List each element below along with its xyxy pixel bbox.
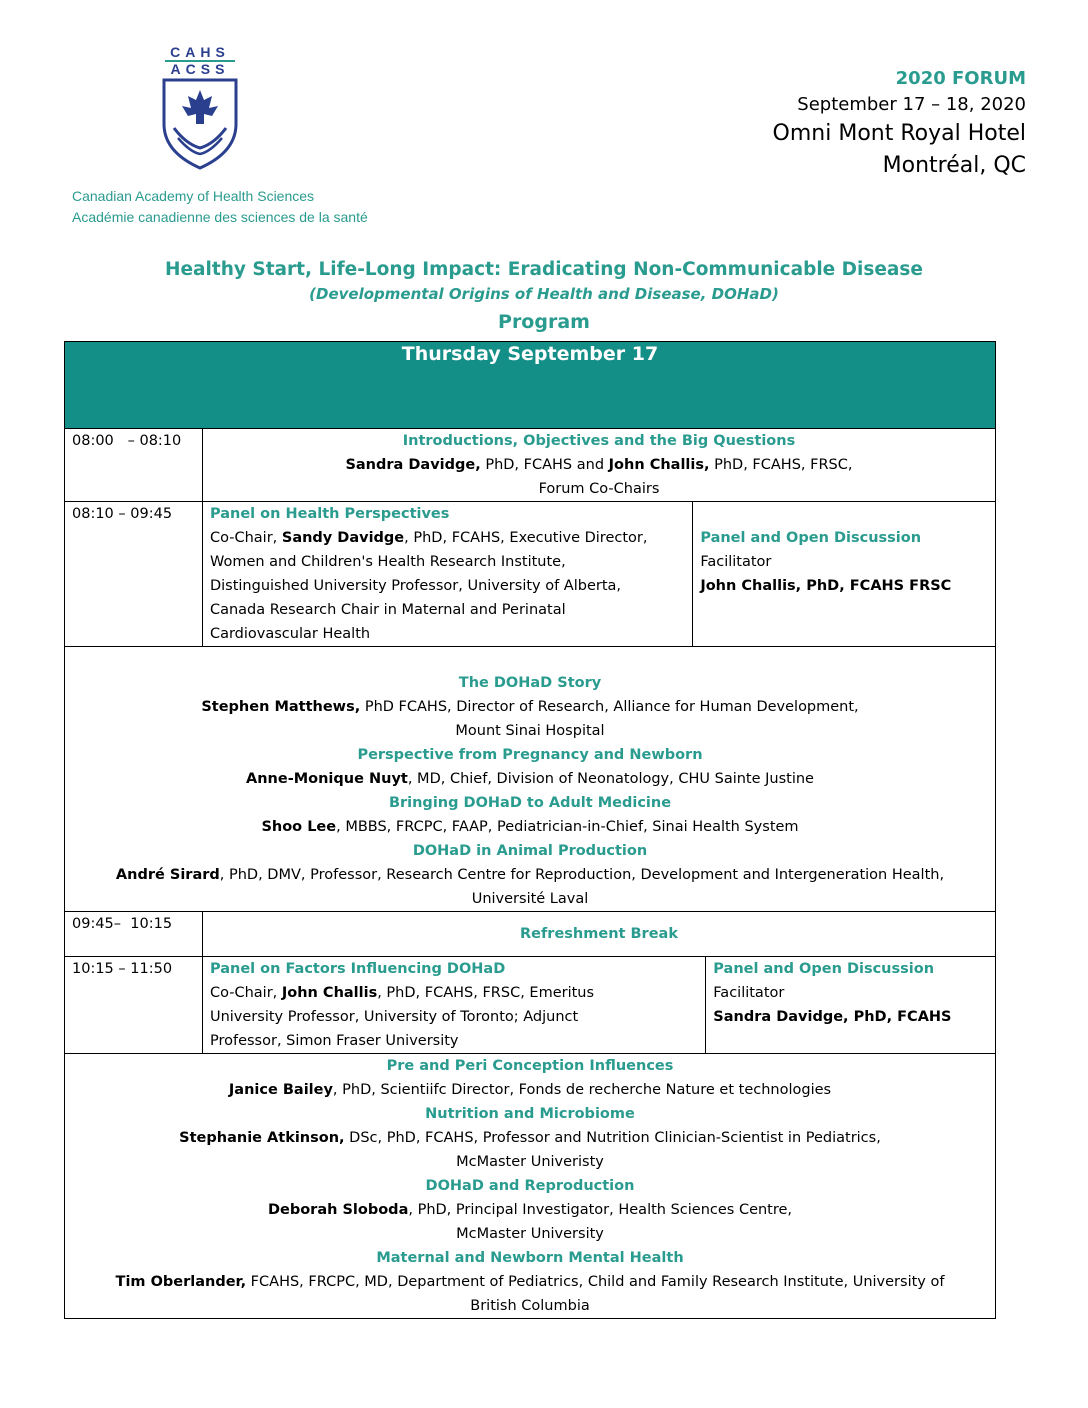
- chair-credentials: , PhD, FCAHS, Executive Director,: [404, 530, 648, 546]
- session-time: 08:10 – 09:45: [65, 502, 203, 647]
- speaker-details-cont: Mount Sinai Hospital: [455, 723, 605, 739]
- panel-cell: [202, 502, 692, 647]
- organization-name: [72, 186, 368, 228]
- day-header-row: [65, 342, 996, 429]
- panel-heading: Panel on Factors Influencing DOHaD: [209, 961, 506, 977]
- panel-chair: [210, 526, 685, 550]
- speaker-details-cont: McMaster University: [456, 1226, 604, 1242]
- speaker-details: PhD FCAHS, Director of Research, Alliance for Human Development,: [360, 699, 859, 715]
- talk-item: [72, 743, 988, 791]
- speaker-name: Shoo Lee: [261, 819, 337, 835]
- talk-heading: Nutrition and Microbiome: [425, 1106, 635, 1122]
- discussion-heading: Panel and Open Discussion: [700, 530, 922, 546]
- chair-name: Sandy Davidge: [281, 530, 405, 546]
- talks-cell: [65, 647, 996, 912]
- speaker-name: Sandra Davidge,: [345, 457, 481, 473]
- talk-item: [72, 839, 988, 911]
- talks-cell: [65, 1054, 996, 1319]
- cahs-logo: [160, 44, 240, 170]
- chair-affiliation: University Professor, University of Toronto; Adjunct: [209, 1009, 579, 1025]
- facilitator-label: Facilitator: [713, 985, 785, 1001]
- table-row: [65, 912, 996, 957]
- panel-chair: [210, 981, 698, 1005]
- chair-label: Co-Chair,: [209, 985, 282, 1001]
- main-title: Healthy Start, Life-Long Impact: Eradicating Non-Communicable Disease: [165, 259, 923, 280]
- talk-heading: Bringing DOHaD to Adult Medicine: [388, 795, 672, 811]
- chair-label: Co-Chair,: [209, 530, 282, 546]
- discussion-heading: Panel and Open Discussion: [713, 961, 935, 977]
- chair-credentials: , PhD, FCAHS, FRSC, Emeritus: [377, 985, 595, 1001]
- speaker-name: Stephanie Atkinson,: [179, 1130, 345, 1146]
- speaker-details: , PhD, Principal Investigator, Health Sciences Centre,: [408, 1202, 793, 1218]
- forum-city: Montréal, QC: [882, 153, 1026, 178]
- cahs-shield-icon: [160, 44, 240, 170]
- facilitator-label: Facilitator: [700, 554, 772, 570]
- speaker-details: , PhD, DMV, Professor, Research Centre for Reproduction, Development and Intergeneration Health,: [219, 867, 945, 883]
- chair-affiliation: Women and Children's Health Research Institute,: [209, 554, 566, 570]
- table-row: [65, 1054, 996, 1319]
- facilitator-name: Sandra Davidge, PhD, FCAHS: [713, 1009, 952, 1025]
- speaker-details-cont: British Columbia: [470, 1298, 590, 1314]
- session-cell: [202, 429, 995, 502]
- talk-heading: Perspective from Pregnancy and Newborn: [357, 747, 703, 763]
- talk-item: [72, 1102, 988, 1174]
- logo-bottom-text: ACSS: [170, 61, 230, 77]
- document-titles: [0, 257, 1088, 339]
- speaker-credentials: PhD, FCAHS and: [480, 457, 609, 473]
- speaker-details-cont: Université Laval: [471, 891, 589, 907]
- speaker-details: FCAHS, FRCPC, MD, Department of Pediatrics, Child and Family Research Institute, University of: [246, 1274, 945, 1290]
- logo-top-text: CAHS: [170, 44, 230, 60]
- speaker-name: Deborah Sloboda: [267, 1202, 409, 1218]
- speaker-name: Tim Oberlander,: [115, 1274, 247, 1290]
- session-speakers: [210, 453, 988, 477]
- speaker-role: Forum Co-Chairs: [538, 481, 660, 497]
- talk-heading: The DOHaD Story: [458, 675, 602, 691]
- speaker-details: , MBBS, FRCPC, FAAP, Pediatrician-in-Chief, Sinai Health System: [336, 819, 799, 835]
- speaker-details: , MD, Chief, Division of Neonatology, CHU Sainte Justine: [407, 771, 814, 787]
- talk-item: [72, 671, 988, 743]
- speaker-details: , PhD, Scientiifc Director, Fonds de recherche Nature et technologies: [332, 1082, 832, 1098]
- panel-heading: Panel on Health Perspectives: [209, 506, 450, 522]
- session-time: 08:00 – 08:10: [65, 429, 203, 502]
- table-row: [65, 429, 996, 502]
- session-time: 10:15 – 11:50: [65, 957, 203, 1054]
- table-row: [65, 647, 996, 912]
- chair-affiliation: Canada Research Chair in Maternal and Perinatal: [209, 602, 566, 618]
- chair-affiliation: Professor, Simon Fraser University: [209, 1033, 459, 1049]
- talk-item: [72, 791, 988, 839]
- speaker-name: Stephen Matthews,: [201, 699, 361, 715]
- session-time: 09:45– 10:15: [65, 912, 203, 957]
- talk-item: [72, 1054, 988, 1102]
- speaker-name: John Challis,: [608, 457, 710, 473]
- speaker-name: Janice Bailey: [228, 1082, 333, 1098]
- forum-header: [773, 66, 1026, 182]
- talk-heading: DOHaD and Reproduction: [425, 1178, 635, 1194]
- table-row: [65, 502, 996, 647]
- talk-heading: DOHaD in Animal Production: [412, 843, 648, 859]
- talk-item: [72, 1174, 988, 1246]
- talk-heading: Pre and Peri Conception Influences: [386, 1058, 674, 1074]
- session-heading: Introductions, Objectives and the Big Questions: [402, 433, 796, 449]
- talk-item: [72, 1246, 988, 1318]
- forum-label: 2020 FORUM: [895, 68, 1026, 89]
- speaker-details: DSc, PhD, FCAHS, Professor and Nutrition Clinician-Scientist in Pediatrics,: [344, 1130, 881, 1146]
- org-name-en: Canadian Academy of Health Sciences: [72, 188, 315, 204]
- chair-name: John Challis: [281, 985, 378, 1001]
- org-name-fr: Académie canadienne des sciences de la santé: [72, 209, 368, 225]
- panel-cell: [202, 957, 705, 1054]
- speaker-details-cont: McMaster Univeristy: [456, 1154, 604, 1170]
- speaker-name: André Sirard: [115, 867, 220, 883]
- table-row: [65, 957, 996, 1054]
- speaker-name: Anne-Monique Nuyt: [246, 771, 408, 787]
- facilitator-name: John Challis, PhD, FCAHS FRSC: [700, 578, 952, 594]
- discussion-cell: [693, 502, 996, 647]
- forum-dates: September 17 – 18, 2020: [797, 94, 1026, 115]
- talk-heading: Maternal and Newborn Mental Health: [376, 1250, 684, 1266]
- program-heading: Program: [498, 311, 590, 333]
- subtitle: (Developmental Origins of Health and Disease, DOHaD): [309, 285, 779, 303]
- break-label: Refreshment Break: [202, 912, 995, 957]
- chair-affiliation: Distinguished University Professor, University of Alberta,: [209, 578, 622, 594]
- forum-venue: Omni Mont Royal Hotel: [772, 121, 1026, 146]
- program-table: [64, 341, 996, 1319]
- day-title: Thursday September 17: [65, 342, 996, 429]
- speaker-credentials: PhD, FCAHS, FRSC,: [709, 457, 853, 473]
- chair-affiliation: Cardiovascular Health: [209, 626, 371, 642]
- discussion-cell: [706, 957, 996, 1054]
